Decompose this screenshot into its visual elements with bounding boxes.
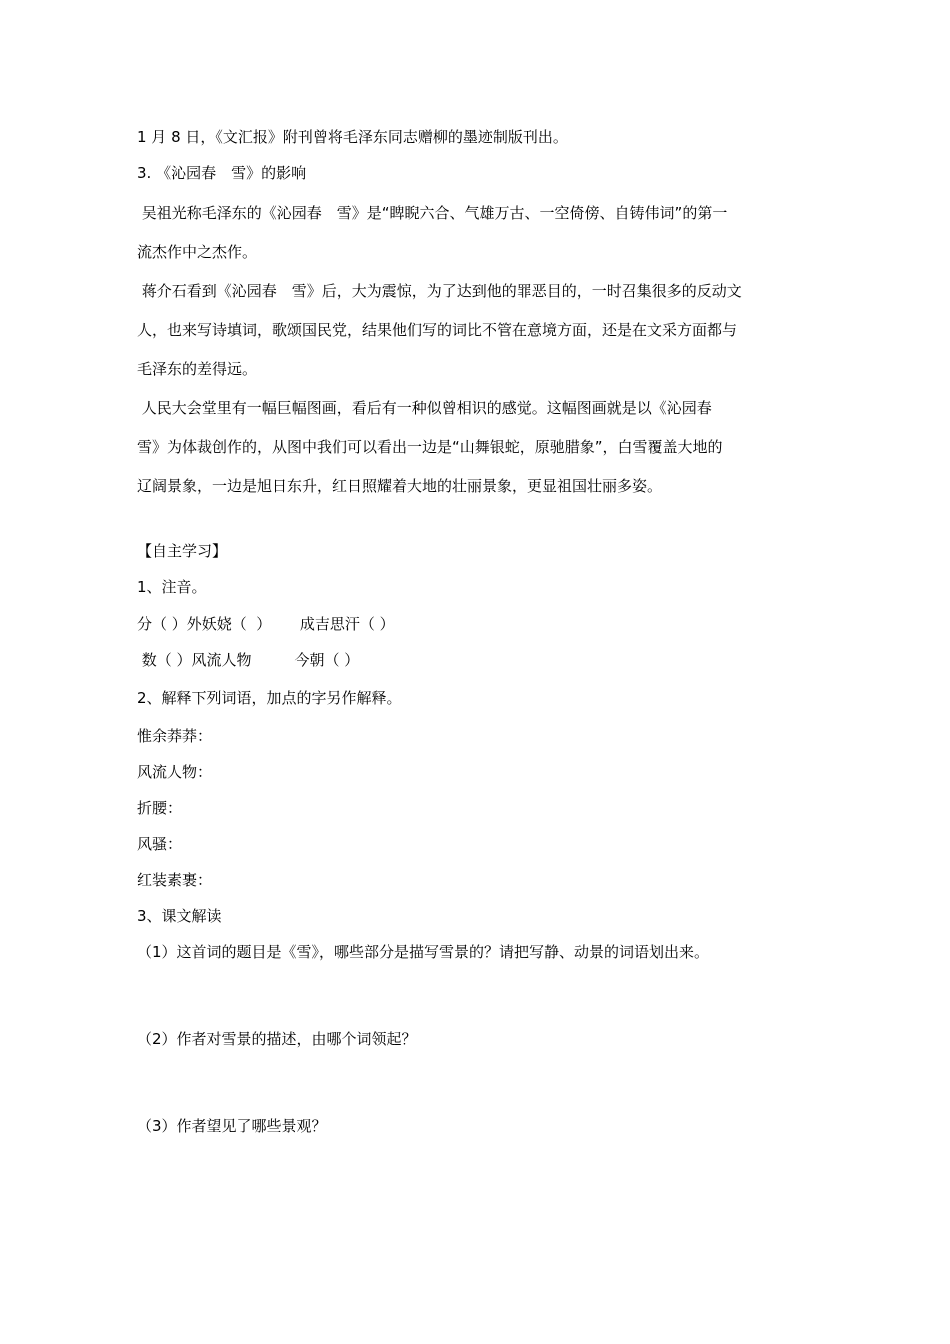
paragraph-painting-line-1: 人民大会堂里有一幅巨幅图画，看后有一种似曾相识的感觉。这幅图画就是以《沁园春 bbox=[137, 399, 712, 417]
paragraph-wu-zuguang-line-1: 吴祖光称毛泽东的《沁园春 雪》是“睥睨六合、气雄万古、一空倚傍、自铸伟词”的第一 bbox=[137, 204, 728, 222]
section-heading-influence: 3. 《沁园春 雪》的影响 bbox=[137, 164, 307, 182]
pronunciation-row-2: 数（ ）风流人物 今朝（ ） bbox=[137, 651, 360, 669]
reading-question-1: （1）这首词的题目是《雪》，哪些部分是描写雪景的？请把写静、动景的词语划出来。 bbox=[137, 943, 710, 961]
word-hongzhuang-suguo: 红装素裹： bbox=[137, 871, 213, 889]
paragraph-chiang-line-3: 毛泽东的差得远。 bbox=[137, 360, 258, 378]
word-zheyao: 折腰： bbox=[137, 799, 183, 817]
word-fengsao: 风骚： bbox=[137, 835, 183, 853]
paragraph-wu-zuguang-line-2: 流杰作中之杰作。 bbox=[137, 243, 258, 261]
pronunciation-row-1: 分（ ）外妖娆（ ） 成吉思汗（ ） bbox=[137, 615, 395, 633]
question-3-text-reading: 3、课文解读 bbox=[137, 907, 222, 925]
word-weiyu-mangmang: 惟余莽莽： bbox=[137, 727, 213, 745]
intro-paragraph-date: 1 月 8 日，《文汇报》附刊曾将毛泽东同志赠柳的墨迹制版刊出。 bbox=[137, 128, 568, 146]
question-1-pronunciation: 1、注音。 bbox=[137, 578, 207, 596]
reading-question-3: （3）作者望见了哪些景观？ bbox=[137, 1117, 327, 1135]
paragraph-chiang-line-1: 蒋介石看到《沁园春 雪》后，大为震惊，为了达到他的罪恶目的，一时召集很多的反动文 bbox=[137, 282, 742, 300]
word-fengliu-renwu: 风流人物： bbox=[137, 763, 213, 781]
reading-question-2: （2）作者对雪景的描述，由哪个词领起？ bbox=[137, 1030, 417, 1048]
paragraph-painting-line-2: 雪》为体裁创作的，从图中我们可以看出一边是“山舞银蛇，原驰腊象”，白雪覆盖大地的 bbox=[137, 438, 723, 456]
paragraph-painting-line-3: 辽阔景象，一边是旭日东升，红日照耀着大地的壮丽景象，更显祖国壮丽多姿。 bbox=[137, 477, 663, 495]
paragraph-chiang-line-2: 人，也来写诗填词，歌颂国民党，结果他们写的词比不管在意境方面，还是在文采方面都与 bbox=[137, 321, 738, 339]
self-study-heading: 【自主学习】 bbox=[137, 542, 228, 560]
question-2-explain-words: 2、解释下列词语，加点的字另作解释。 bbox=[137, 689, 402, 707]
